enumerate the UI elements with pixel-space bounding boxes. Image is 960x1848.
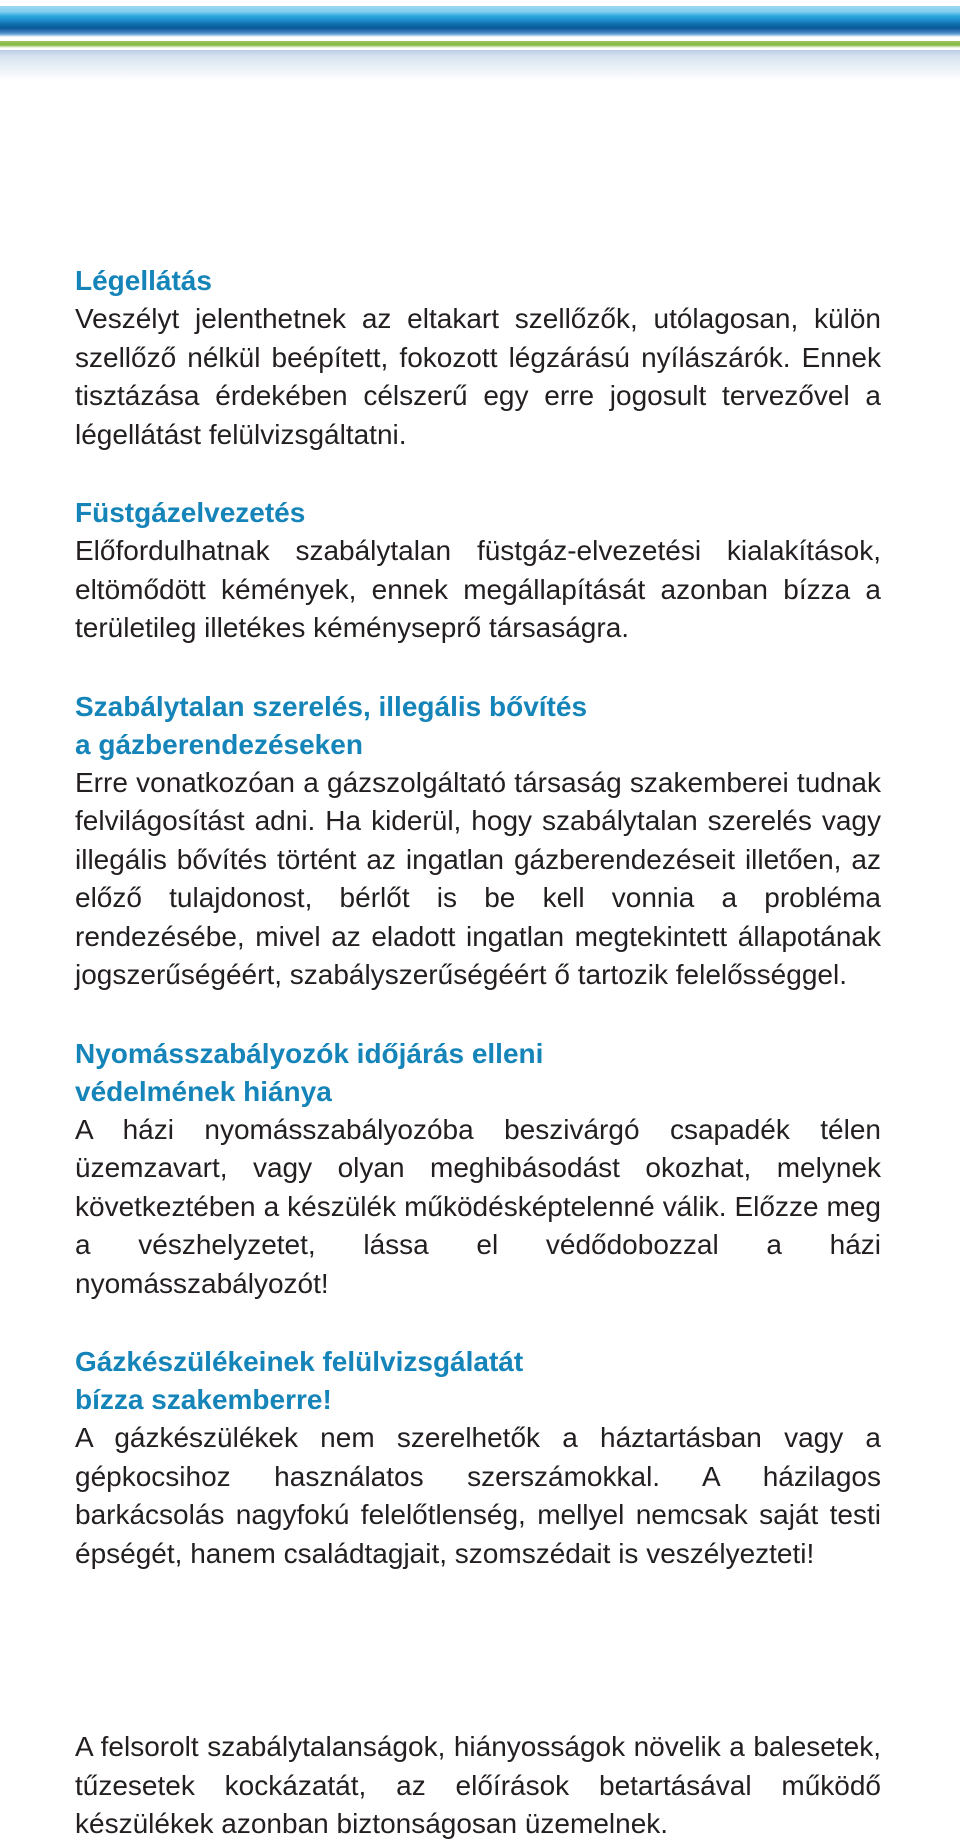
- section-gazkeszulekek: [75, 1343, 881, 1573]
- section-heading: Gázkészülékeinek felülvizsgálatát bízza szakemberre!: [75, 1346, 524, 1415]
- section-paragraph: Veszélyt jelenthetnek az eltakart szellőzők, utólagosan, külön szellőző nélkül beépített, fokozott légzárású nyílászárók. Ennek tisztázása érdekében célszerű egy erre jogosult tervezővel a légellátást felülvizsgáltatni.: [75, 303, 881, 450]
- section-paragraph: Előfordulhatnak szabálytalan füstgáz-elvezetési kialakítások, eltömődött kémények, ennek megállapítását azonban bízza a területileg illetékes kéményseprő társaságra.: [75, 535, 881, 643]
- section-heading: Nyomásszabályozók időjárás elleni védelmének hiánya: [75, 1037, 544, 1107]
- section-legellatas: [75, 262, 881, 454]
- decorative-header-stripes: [0, 0, 960, 80]
- section-szabalytalan-szereles: [75, 688, 881, 995]
- section-nyomasszabalyozok: [75, 1035, 881, 1304]
- section-fustgazelvezetes: [75, 494, 881, 648]
- section-heading: Füstgázelvezetés: [75, 497, 306, 528]
- section-paragraph: A gázkészülékek nem szerelhetők a háztartásban vagy a gépkocsihoz használatos szerszámokkal. A házilagos barkácsolás nagyfokú felelőtlenség, mellyel nemcsak saját testi épségét, hanem családtagjait, szomszédait is veszélyezteti!: [75, 1422, 881, 1569]
- closing-paragraph: A felsorolt szabálytalanságok, hiányosságok növelik a balesetek, tűzesetek kockázatát, az előírások betartásával működő készülékek azonban biztonságosan üzemelnek.: [75, 1731, 881, 1839]
- section-heading: Szabálytalan szerelés, illegális bővítés a gázberendezéseken: [75, 690, 588, 760]
- content-column: [75, 262, 881, 1613]
- section-paragraph: Erre vonatkozóan a gázszolgáltató társaság szakemberei tudnak felvilágosítást adni. Ha kiderül, hogy szabálytalan szerelés vagy illegális bővítés történt az ingatlan gázberendezéseit illetően, az előző tulajdonost, bérlőt is be kell vonnia a probléma rendezésébe, mivel az eladott ingatlan megtekintett állapotának jogszerűségéért, szabályszerűségéért ő tartozik felelősséggel.: [75, 766, 881, 990]
- section-heading: Légellátás: [75, 265, 212, 296]
- section-paragraph: A házi nyomásszabályozóba beszivárgó csapadék télen üzemzavart, vagy olyan meghibásodást okozhat, melynek következtében a készülék működésképtelenné válik. Előzze meg a vészhelyzetet, lássa el védődobozzal a házi nyomásszabályozót!: [75, 1113, 881, 1299]
